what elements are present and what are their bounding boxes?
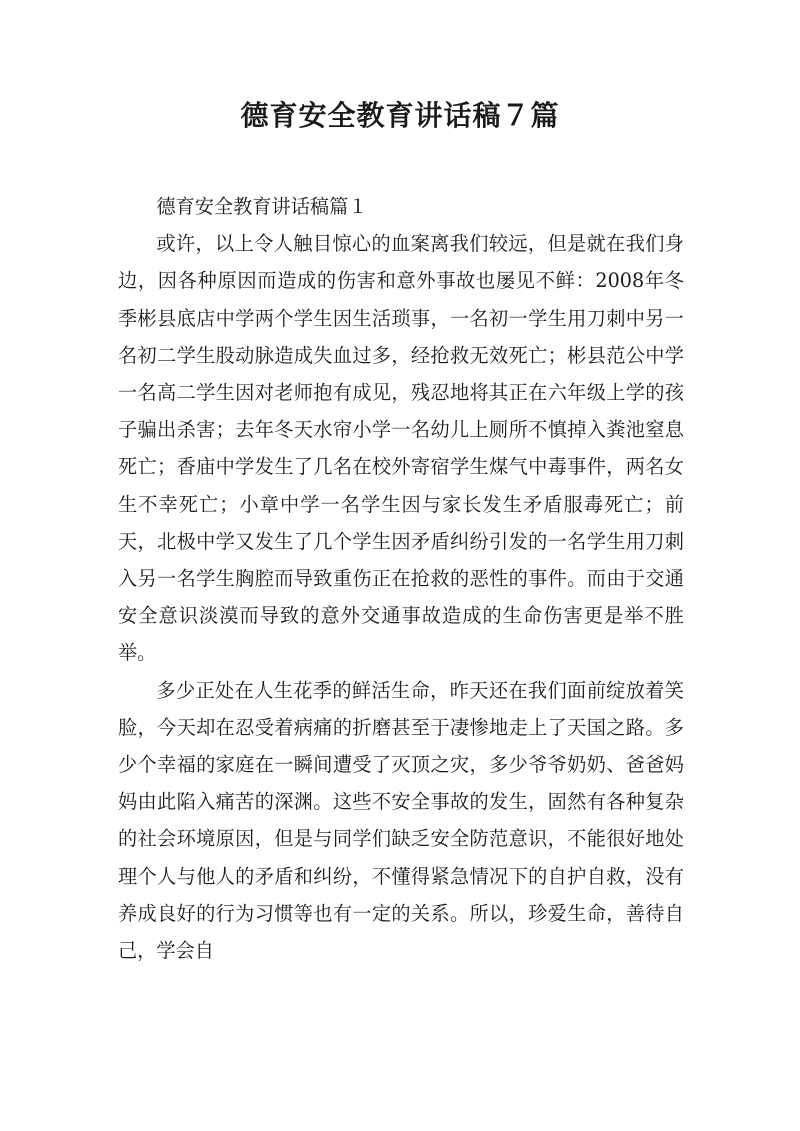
section-heading: 德育安全教育讲话稿篇１	[156, 195, 368, 218]
document-body	[118, 188, 684, 969]
body-paragraph-2: 多少正处在人生花季的鲜活生命，昨天还在我们面前绽放着笑脸，今天却在忍受着病痛的折磨甚至于凄惨地走上了天国之路。多少个幸福的家庭在一瞬间遭受了灭顶之灾，多少爷爷奶奶、爸爸妈妈由此陷入痛苦的深渊。这些不安全事故的发生，固然有各种复杂的社会环境原因，但是与同学们缺乏安全防范意识，不能很好地处理个人与他人的矛盾和纠纷，不懂得紧急情况下的自护自救，没有养成良好的行为习惯等也有一定的关系。所以，珍爱生命，善待自己，学会自	[118, 678, 684, 963]
document-title: 德育安全教育讲话稿７篇	[240, 99, 560, 132]
body-paragraph-1: 或许，以上令人触目惊心的血案离我们较远，但是就在我们身边，因各种原因而造成的伤害和意外事故也屡见不鲜：2008年冬季彬县底店中学两个学生因生活琐事，一名初一学生用刀刺中另一名初二学生股动脉造成失血过多，经抢救无效死亡；彬县范公中学一名高二学生因对老师抱有成见，残忍地将其正在六年级上学的孩子骗出杀害；去年冬天水帘小学一名幼儿上厕所不慎掉入粪池窒息死亡；香庙中学发生了几名在校外寄宿学生煤气中毒事件，两名女生不幸死亡；小章中学一名学生因与家长发生矛盾服毒死亡；前天，北极中学又发生了几个学生因矛盾纠纷引发的一名学生用刀刺入另一名学生胸腔而导致重伤正在抢救的恶性的事件。而由于交通安全意识淡漠而导致的意外交通事故造成的生命伤害更是举不胜举。	[118, 232, 684, 665]
